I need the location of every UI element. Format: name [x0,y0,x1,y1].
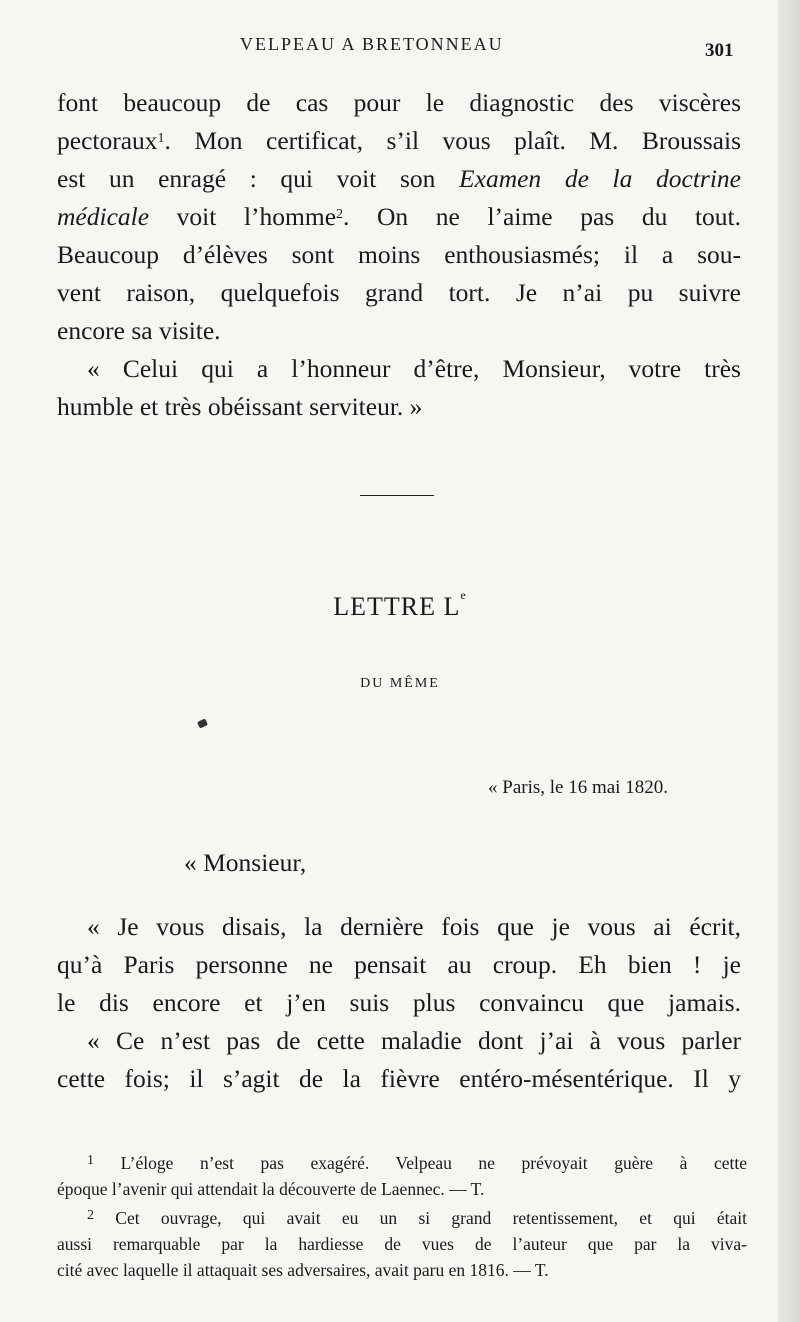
closing-paragraph [57,350,741,426]
text-line: médicale voit l’homme$^2$. On ne l’aime pas du tout. [57,202,741,231]
text-line: font beaucoup de cas pour le diagnostic des viscères [57,88,741,117]
running-head: VELPEAU A BRETONNEAU [240,34,504,54]
letter-title: LETTRE Le [333,588,467,621]
book-title: Examen de la doctrine [459,164,741,193]
text-line: est un enragé : qui voit son Examen de la doctrine [57,164,741,193]
page-header [0,34,778,64]
salutation: « Monsieur, [184,848,307,877]
text-line: « Celui qui a l’honneur d’être, Monsieur, votre très [87,354,741,383]
footnote-line: cité avec laquelle il attaquait ses adversaires, avait paru en 1816. — T. [57,1260,549,1280]
footnote-2 [57,1205,747,1283]
letter-body [57,908,741,1098]
footnote-ref: 2 [336,207,344,222]
book-title-cont: médicale [57,202,150,231]
letter-subtitle: DU MÊME [360,676,440,691]
footnote-line: $^1$ L’éloge n’est pas exagéré. Velpeau ne prévoyait guère à cette [87,1153,747,1173]
page-number: 301 [705,40,734,61]
text-line: cette fois; il s’agit de la fièvre entéro-mésentérique. Il y [57,1064,741,1093]
footnote-ref: 1 [157,131,165,146]
paragraph-continuation [57,84,741,350]
text-line: humble et très obéissant serviteur. » [57,392,423,421]
text-line: « Je vous disais, la dernière fois que je vous ai écrit, [87,912,741,941]
footnote-1 [57,1150,747,1202]
footnote-line: $^2$ Cet ouvrage, qui avait eu un si grand retentissement, et qui était [87,1208,748,1228]
text-line: qu’à Paris personne ne pensait au croup. Eh bien ! je [57,950,741,979]
text-line: Beaucoup d’élèves sont moins enthousiasmés; il a sou- [57,240,741,269]
text-line: pectoraux$^1$. Mon certificat, s’il vous plaît. M. Broussais [57,126,741,155]
dateline: « Paris, le 16 mai 1820. [488,777,668,798]
page-edge [778,0,800,1322]
footnote-line: époque l’avenir qui attendait la découverte de Laennec. — T. [57,1179,485,1199]
text-line: « Ce n’est pas de cette maladie dont j’ai à vous parler [87,1026,741,1055]
text-line: le dis encore et j’en suis plus convaincu que jamais. [57,988,741,1017]
text-line: encore sa visite. [57,316,221,345]
section-divider [360,495,434,496]
footnote-line: aussi remarquable par la hardiesse de vues de l’auteur que par la viva- [57,1234,747,1254]
text-line: vent raison, quelquefois grand tort. Je n’ai pu suivre [57,278,741,307]
